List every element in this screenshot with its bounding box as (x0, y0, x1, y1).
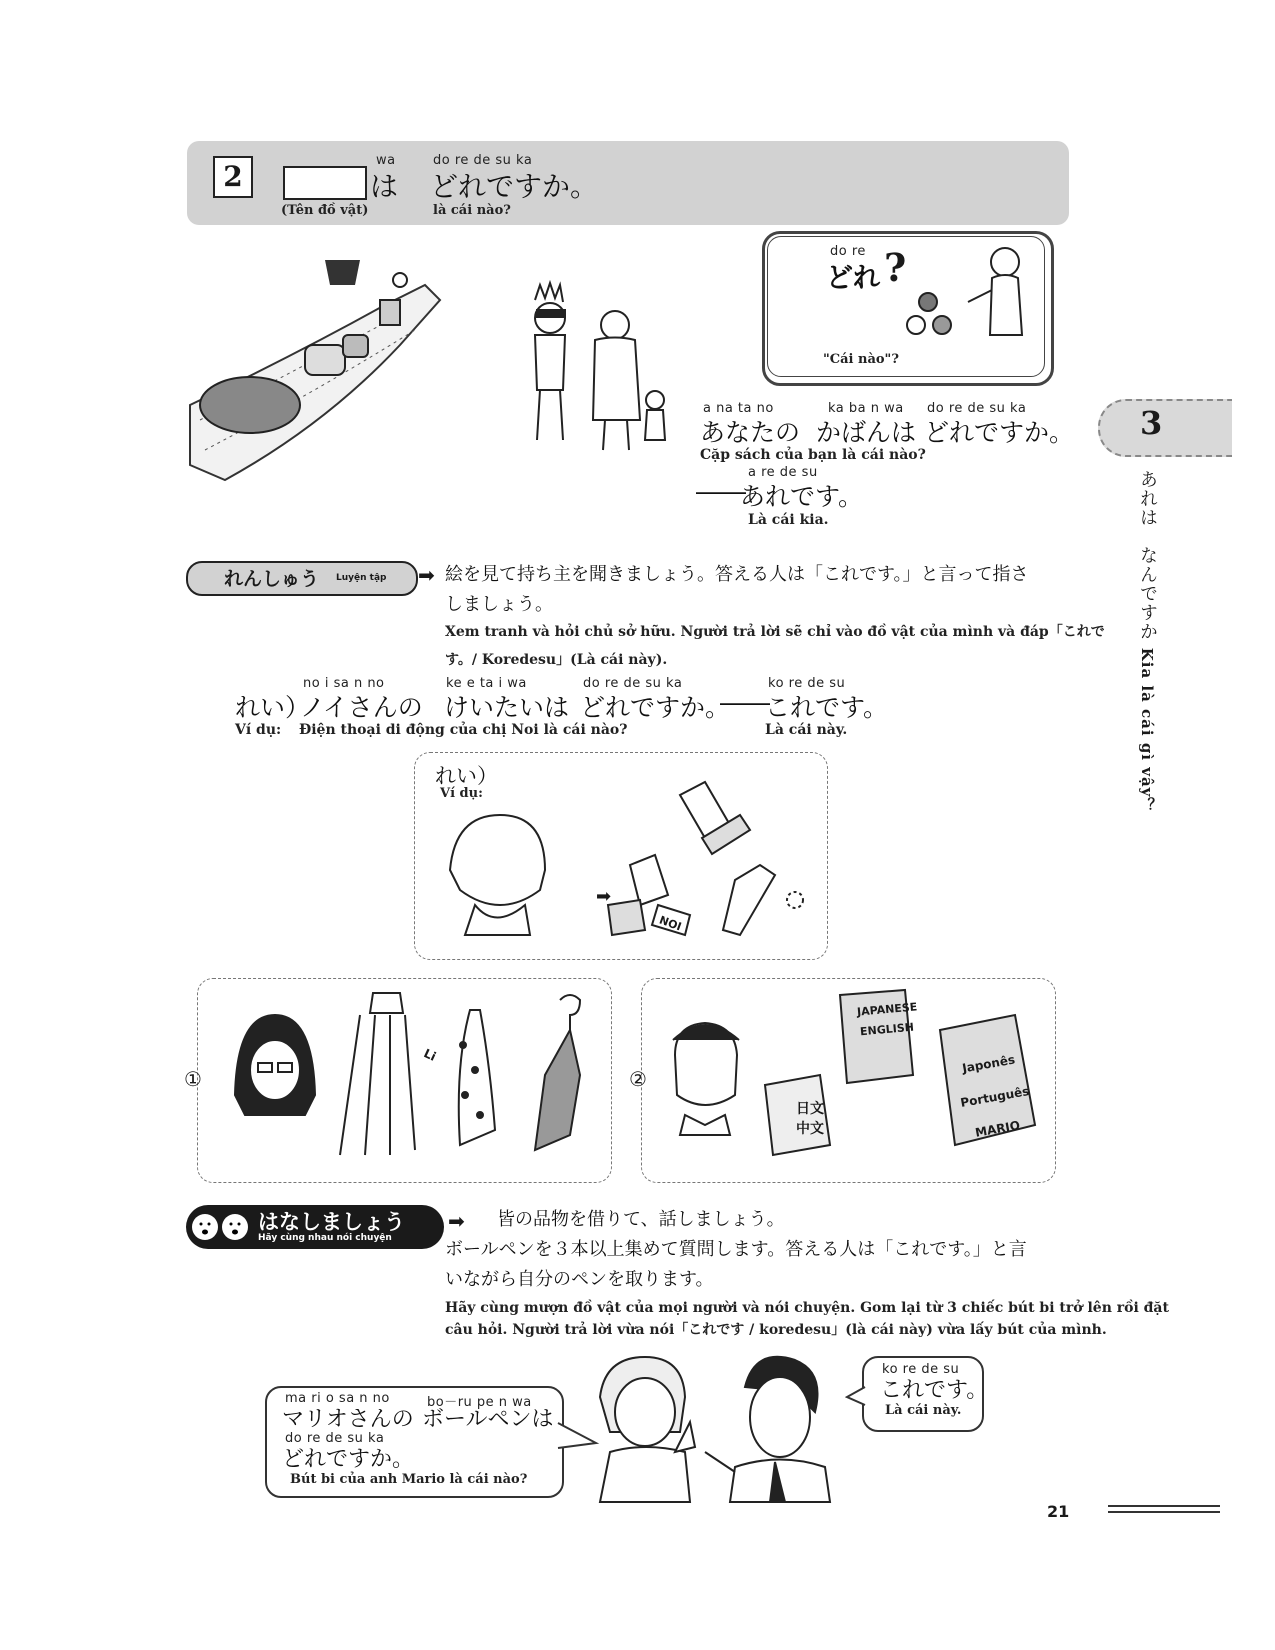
chapter-title-vn: Kia là cái gì vậy？ (1138, 647, 1156, 814)
bubble-left-tail (556, 1418, 600, 1458)
label-item: (Tên đồ vật) (281, 203, 369, 218)
dialogue1-jp-1: あなたの (700, 418, 801, 447)
talk-vn-1: Hãy cùng mượn đồ vật của mọi người và nói chuyện. Gom lại từ 3 chiếc bút bi trở lên rồi đặt (445, 1300, 1169, 1316)
dialogue1-ruby-2: ka ba n wa (828, 401, 904, 416)
answer1-vn: Là cái kia. (748, 512, 829, 528)
example-vn-answer: Là cái này. (765, 722, 848, 738)
bubble-left-jp-3: どれですか。 (282, 1447, 415, 1472)
example-dash: ―― (720, 688, 770, 717)
dore-caption: "Cái nào"? (823, 352, 899, 367)
practice-title: れんしゅう (224, 568, 320, 590)
chapter-title-jp: あれは なんですか (1137, 470, 1158, 641)
answer1-dash: ―― (696, 477, 746, 506)
talk-title: はなしましょう (258, 1210, 405, 1234)
bubble-right-jp: これです。 (880, 1378, 989, 1403)
label-question: là cái nào? (433, 203, 511, 218)
exchange-illustration (595, 1352, 835, 1507)
example-jp-3: どれですか。 (580, 693, 731, 722)
noi-tag: NOI (657, 913, 684, 934)
particle-wa: は (370, 170, 399, 203)
bubble-left-ruby-1: ma ri o sa n no (285, 1391, 390, 1406)
luggage-illustration (185, 255, 445, 485)
example-panel-label-jp: れい） (435, 764, 498, 788)
book1-line1: JAPANESE (856, 1000, 918, 1019)
question-mark: ? (884, 245, 907, 290)
book1-line2: ENGLISH (859, 1020, 915, 1039)
footer-rule-bottom (1108, 1511, 1220, 1513)
talk-line-2: ボールペンを３本以上集めて質問します。答える人は「これです。」と言 (445, 1239, 1027, 1260)
talk-subtitle: Hãy cùng nhau nói chuyện (258, 1233, 392, 1243)
practice-subtitle: Luyện tập (336, 573, 387, 583)
dialogue1-jp-3: どれですか。 (924, 418, 1075, 447)
ruby-wa: wa (376, 153, 396, 168)
book3-line2: Português (959, 1084, 1031, 1110)
panel-2-number: ② (629, 1067, 647, 1091)
bubble-left-jp-2: ボールペンは (422, 1407, 554, 1432)
bubble-left-ruby-2: bo－ru pe n wa (427, 1395, 532, 1410)
footer-rule-top (1108, 1505, 1220, 1507)
bubble-left-vn: Bút bi của anh Mario là cái nào? (290, 1472, 528, 1487)
dialogue1-jp-2: かばんは (816, 418, 917, 447)
book2-line1: 日文 (796, 1101, 824, 1117)
blank-box (283, 166, 367, 200)
talk-line-1: 皆の品物を借りて、話しましょう。 (497, 1209, 785, 1230)
example-ruby-4: ko re de su (768, 676, 846, 691)
phones-illustration (440, 770, 820, 955)
example-label-vn: Ví dụ: (235, 722, 282, 738)
people-illustration (515, 280, 675, 460)
dore-word: どれ (826, 263, 880, 294)
book3-line3: MARIO (974, 1118, 1022, 1140)
book2-line2: 中文 (796, 1121, 824, 1137)
example-ruby-3: do re de su ka (583, 676, 683, 691)
example-jp-4: これです。 (765, 693, 889, 722)
example-label-jp: れい） (235, 693, 311, 722)
panel-1-number: ① (184, 1067, 202, 1091)
section-number: 2 (213, 156, 253, 198)
practice-instruction-2: しましょう。 (445, 594, 553, 615)
book3-line1: Japonês (961, 1052, 1017, 1076)
answer1-jp: あれです。 (740, 482, 864, 511)
example-jp-1: ノイさんの (300, 693, 423, 722)
talk-arrow-icon: ➡ (448, 1209, 465, 1233)
talk-line-3: いながら自分のペンを取ります。 (445, 1269, 714, 1290)
example-ruby-2: ke e ta i wa (446, 676, 527, 691)
ruby-question: do re de su ka (433, 153, 533, 168)
practice-arrow-icon: ➡ (418, 563, 435, 587)
header-question: どれですか。 (430, 170, 599, 203)
dialogue1-ruby-3: do re de su ka (927, 401, 1027, 416)
dore-ruby: do re (830, 244, 866, 259)
example-jp-2: けいたいは (444, 693, 570, 722)
answer1-ruby: a re de su (748, 465, 818, 480)
pointing-figure-illustration (900, 240, 1040, 350)
page-number: 21 (1047, 1502, 1070, 1521)
bubble-left-jp-1: マリオさんの (282, 1407, 414, 1432)
dialogue1-ruby-1: a na ta no (703, 401, 774, 416)
bubble-right-vn: Là cái này. (885, 1403, 962, 1418)
bubble-right-ruby: ko re de su (882, 1362, 960, 1377)
umbrellas-illustration (225, 985, 605, 1175)
example-panel-label-vn: Ví dụ: (440, 786, 483, 801)
dialogue1-vn: Cặp sách của bạn là cái nào? (700, 447, 926, 463)
faces-icon (190, 1210, 252, 1244)
chapter-title-vertical (1134, 470, 1160, 813)
example-ruby-1: no i sa n no (303, 676, 385, 691)
li-tag: Li (421, 1046, 439, 1064)
chapter-tab (1098, 399, 1232, 457)
books-illustration (655, 985, 1050, 1175)
chapter-number: 3 (1140, 404, 1163, 442)
practice-vn-2: す。/ Koredesu」(Là cái này). (445, 652, 668, 668)
practice-instruction-1: 絵を見て持ち主を聞きましょう。答える人は「これです。」と言って指さ (445, 564, 1029, 585)
bubble-right-tail (845, 1385, 867, 1409)
example-panel-arrow-icon: ➡ (596, 886, 612, 907)
bubble-left-ruby-3: do re de su ka (285, 1431, 385, 1446)
practice-vn-1: Xem tranh và hỏi chủ sở hữu. Người trả lời sẽ chỉ vào đồ vật của mình và đáp「これで (445, 624, 1105, 640)
example-vn-question: Điện thoại di động của chị Noi là cái nào? (299, 722, 628, 738)
talk-vn-2: câu hỏi. Người trả lời vừa nói「これです / koredesu」(là cái này) vừa lấy bút của mình. (445, 1322, 1107, 1338)
